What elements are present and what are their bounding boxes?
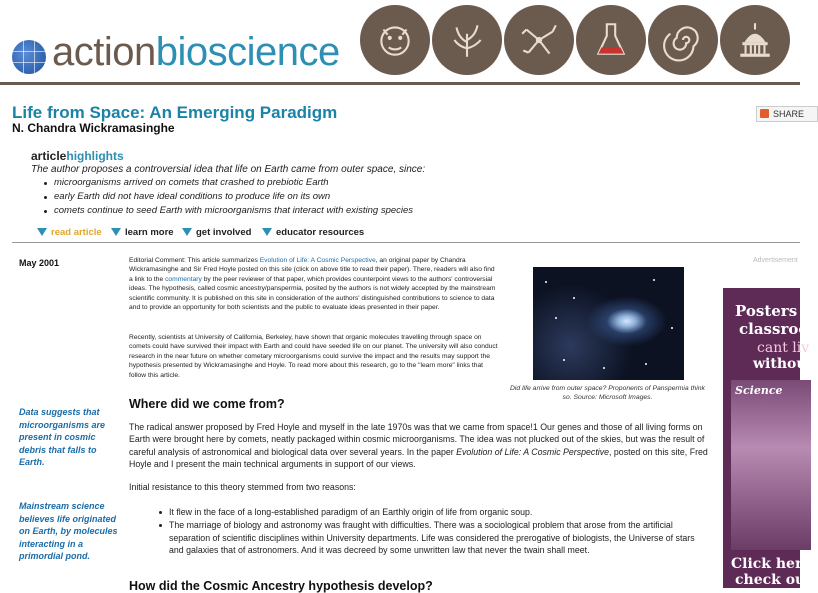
nav-read-article[interactable]: read article [37, 227, 102, 238]
ad-text: without [753, 356, 813, 372]
ad-text: classroo [739, 320, 809, 338]
flask-icon[interactable] [576, 5, 646, 75]
article-author: N. Chandra Wickramasinghe [12, 121, 175, 135]
ad-poster-label: Science [735, 384, 783, 397]
pull-quote: Mainstream science believes life originated on Earth, by molecules interacting in a primordial pond. [19, 501, 118, 562]
list-item: It flew in the face of a long-established paradigm of an Earthly origin of life from organic soup. [169, 506, 711, 518]
share-label: SHARE [773, 109, 805, 119]
research-note: Recently, scientists at University of California, Berkeley, have shown that organic molecules travelling through space on comets could have survived their impact with Earth and could have seeded life on our planet. The university will also conduct research in the near future on whether cometary microorganisms could survive the impact and the results may support the hypothesis presented by Wickramasinghe and Hoyle. To read more about this research, go to the "learn more" links that follow this article. [129, 334, 498, 379]
header-divider [0, 82, 800, 85]
neuron-icon[interactable] [504, 5, 574, 75]
article-nav [12, 227, 800, 241]
reasons-list [169, 506, 711, 557]
body-paragraph: Initial resistance to this theory stemmed from two reasons: [129, 482, 356, 492]
share-button[interactable] [756, 106, 818, 122]
highlight-item: microorganisms arrived on comets that crashed to prebiotic Earth [54, 177, 329, 188]
logo-word-action: action [52, 30, 156, 74]
plant-icon[interactable] [432, 5, 502, 75]
paper-link[interactable]: Evolution of Life: A Cosmic Perspective [259, 257, 376, 264]
ad-cta: Click her [731, 556, 803, 572]
arrow-down-icon [37, 228, 47, 236]
article-title: Life from Space: An Emerging Paradigm [12, 103, 338, 122]
space-photo [533, 267, 684, 380]
nav-get-involved[interactable]: get involved [182, 227, 251, 238]
globe-logo-icon[interactable] [12, 40, 46, 74]
capitol-icon[interactable] [720, 5, 790, 75]
pull-quote: Data suggests that microorganisms are present in cosmic debris that falls to Earth. [19, 407, 106, 468]
body-paragraph: The radical answer proposed by Fred Hoyle and myself in the late 1970s was that we came from space!1 Our genes and those of all living forms on Earth were brought here by comets, neatly packaged within cosmic microorganisms. The idea was not plucked out of the skies, but was the result of careful analysis of astronomical and biological data over several years. In the paper Evolution of Life: A Cosmic Perspective, posted on this site, Fred Hoyle and I present the main technical arguments in support of our views. [129, 422, 708, 469]
ad-text: cant liv [757, 340, 810, 356]
photo-caption: Did life arrive from outer space? Proponents of Panspermia think so. Source: Microsoft Images. [510, 385, 705, 401]
nav-learn-more[interactable]: learn more [111, 227, 174, 238]
publish-date: May 2001 [19, 258, 60, 268]
site-logo[interactable] [52, 32, 340, 72]
arrow-down-icon [182, 228, 192, 236]
ad-cta: check out [735, 572, 812, 588]
ad-text: Posters y [735, 302, 812, 320]
section-heading: Where did we come from? [129, 397, 285, 411]
highlights-heading [31, 149, 124, 163]
commentary-link[interactable]: commentary [165, 275, 202, 283]
arrow-down-icon [111, 228, 121, 236]
tiger-icon[interactable] [360, 5, 430, 75]
highlights-intro: The author proposes a controversial idea that life on Earth came from outer space, since: [31, 164, 426, 175]
section-heading: How did the Cosmic Ancestry hypothesis develop? [129, 579, 433, 593]
advertisement-banner[interactable] [723, 288, 813, 588]
ad-label: Advertisement [753, 257, 798, 264]
ad-poster-image [731, 380, 811, 550]
nav-educator-resources[interactable]: educator resources [262, 227, 364, 238]
highlights-heading-article: article [31, 149, 67, 163]
list-item: The marriage of biology and astronomy was fraught with difficulties. There was a sociological problem that arose from the artificial separation of scientific disciplines within University departments. Life was considered the prerogative of biologists, the Universe of stars and galaxies that of astronomers. And it was decreed by some unwritten law that never the twain shall meet. [169, 519, 711, 556]
logo-word-bioscience: bioscience [155, 30, 340, 74]
site-header [0, 0, 800, 96]
highlight-item: comets continue to seed Earth with microorganisms that interact with existing species [54, 205, 413, 216]
shell-icon[interactable] [648, 5, 718, 75]
highlights-heading-highlights: highlights [66, 149, 124, 163]
nav-divider [12, 242, 800, 243]
editorial-comment: Editorial Comment: This article summarizes Evolution of Life: A Cosmic Perspective, an original paper by Chandra Wickramasinghe and Sir Fred Hoyle posted on this site (click on above title to read their paper). There, readers will also find a link to the commentary by the peer reviewer of that paper, which provides counterpoint views to the authors' controversial ideas. The hypothesis, called cosmic ancestry/panspermia, posited by the authors is not widely accepted by the mainstream scientific community. It is published on this site in consideration of the authors' distinguished contributions to science to data and to provide an opportunity for both scientists and the public to evaluate ideas presented in their paper. [129, 257, 496, 312]
share-icon [760, 109, 769, 118]
highlight-item: early Earth did not have ideal conditions to produce life on its own [54, 191, 330, 202]
arrow-down-icon [262, 228, 272, 236]
